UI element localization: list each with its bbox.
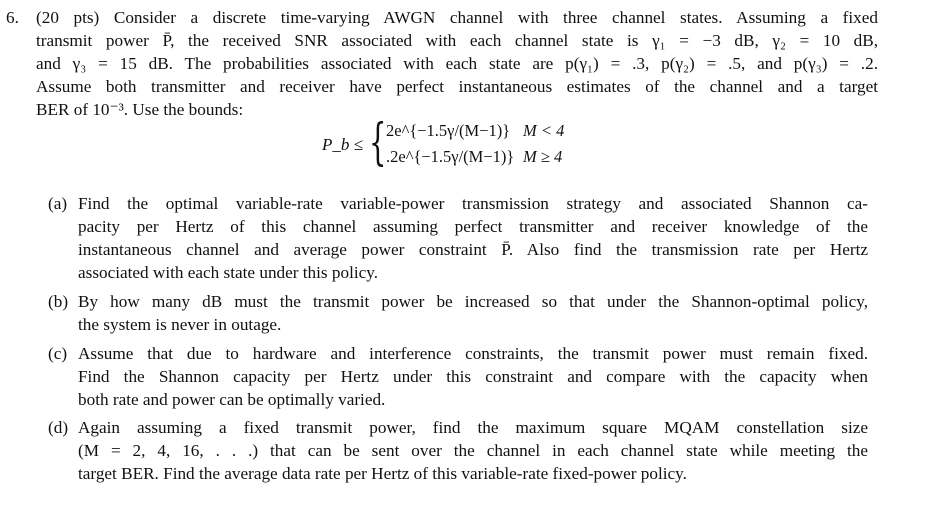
part-d-text xyxy=(78,416,868,485)
part-b-line-1: By how many dB must the transmit power be increased so that under the Shannon-optimal policy, xyxy=(78,292,868,311)
part-a-line-1: Find the optimal variable-rate variable-power transmission strategy and associated Shannon ca- xyxy=(78,194,868,213)
problem-line-3: and γ₃ = 15 dB. The probabilities associated with each state are p(γ₁) = .3, p(γ₂) = .5, and p(γ₃) = .2. xyxy=(36,54,878,73)
case-1-condition: M < 4 xyxy=(523,121,565,140)
part-b-label: (b) xyxy=(48,292,69,311)
equation-case-1 xyxy=(386,119,565,142)
problem-line-1: (20 pts) Consider a discrete time-varying AWGN channel with three channel states. Assuming a fixed xyxy=(36,8,878,27)
part-d-line-2: (M = 2, 4, 16, . . .) that can be sent over the channel in each channel state while meeting the xyxy=(78,441,868,460)
part-d-label: (d) xyxy=(48,418,69,437)
part-a-line-2: pacity per Hertz of this channel assuming perfect transmitter and receiver knowledge of the xyxy=(78,217,868,236)
case-2-condition: M ≥ 4 xyxy=(523,147,563,166)
part-d-line-1: Again assuming a fixed transmit power, find the maximum square MQAM constellation size xyxy=(78,418,868,437)
case-1-expression: 2e^{−1.5γ/(M−1)} xyxy=(386,121,511,140)
part-c-label: (c) xyxy=(48,344,68,363)
ber-bound-equation xyxy=(322,113,622,171)
problem-line-2: transmit power P̄, the received SNR associated with each channel state is γ₁ = −3 dB, γ₂ = 10 dB, xyxy=(36,31,878,50)
equation-lhs: P_b ≤ xyxy=(322,135,363,154)
equation-case-2 xyxy=(386,145,563,168)
part-b-text xyxy=(78,290,868,336)
part-b-line-2: the system is never in outage. xyxy=(78,315,282,334)
case-2-expression: .2e^{−1.5γ/(M−1)} xyxy=(386,147,515,166)
part-a-label: (a) xyxy=(48,194,68,213)
problem-line-4: Assume both transmitter and receiver have perfect instantaneous estimates of the channel and a target xyxy=(36,77,878,96)
problem-line-5: BER of 10⁻³. Use the bounds: xyxy=(36,100,244,119)
part-c-line-2: Find the Shannon capacity per Hertz under this constraint and compare with the capacity when xyxy=(78,367,868,386)
part-a-line-4: associated with each state under this policy. xyxy=(78,263,379,282)
part-c-line-3: both rate and power can be optimally varied. xyxy=(78,390,386,409)
part-a-text xyxy=(78,192,868,284)
part-c-line-1: Assume that due to hardware and interference constraints, the transmit power must remain fixed. xyxy=(78,344,868,363)
left-brace: { xyxy=(369,113,387,171)
problem-number: 6. xyxy=(6,8,19,27)
part-c-text xyxy=(78,342,868,411)
part-a-line-3: instantaneous channel and average power constraint P̄. Also find the transmission rate per Hertz xyxy=(78,240,868,259)
part-d-line-3: target BER. Find the average data rate per Hertz of this variable-rate fixed-power policy. xyxy=(78,464,687,483)
